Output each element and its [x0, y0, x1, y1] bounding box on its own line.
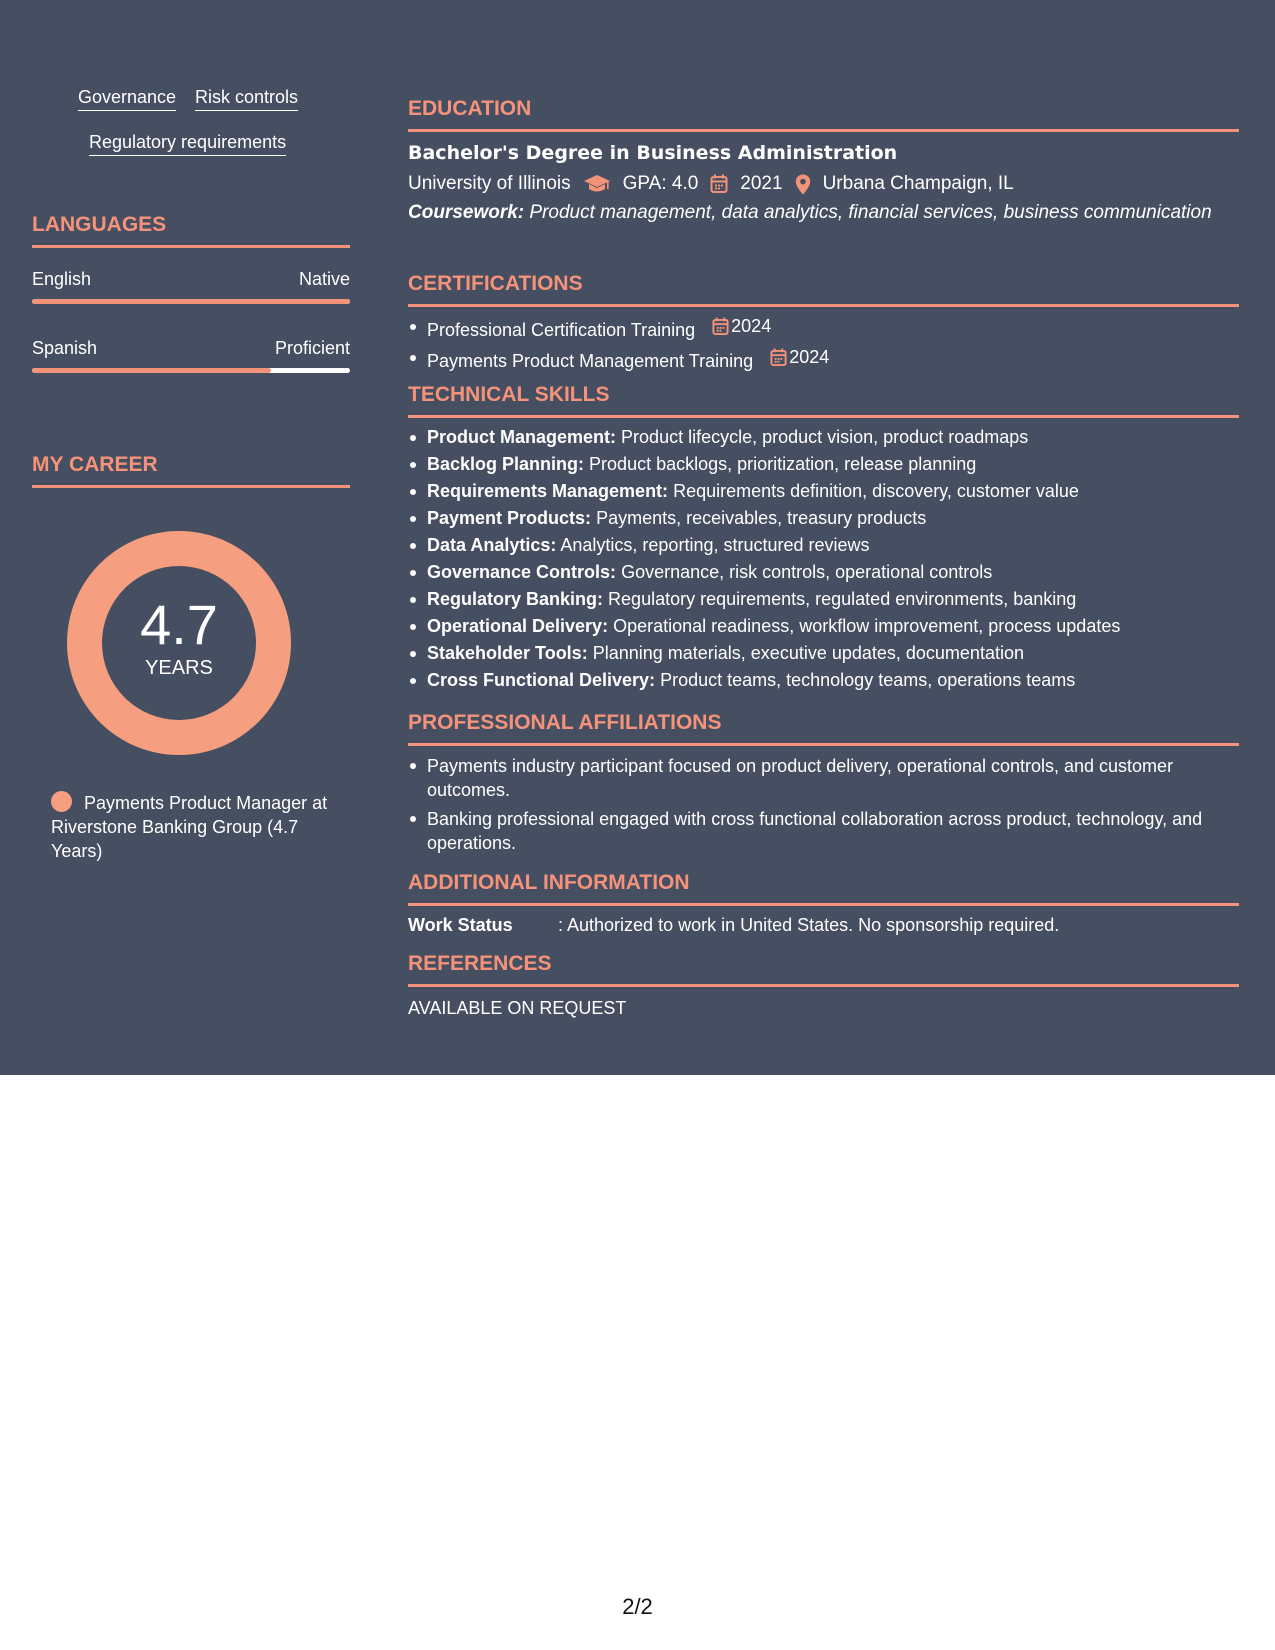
- list-item: [408, 451, 1239, 478]
- list-item: [408, 313, 1239, 344]
- list-item: [408, 478, 1239, 505]
- section-title: PROFESSIONAL AFFILIATIONS: [408, 711, 722, 734]
- skill-label: Data Analytics:: [427, 535, 557, 555]
- certification-year-wrap: [770, 344, 829, 371]
- info-row: [408, 914, 1239, 936]
- skill-text: Product lifecycle, product vision, product roadmaps: [621, 427, 1029, 447]
- section-divider: [408, 743, 1239, 746]
- skill-text: Planning materials, executive updates, documentation: [592, 643, 1024, 663]
- section-title: EDUCATION: [408, 97, 532, 120]
- affiliations-section: [408, 710, 1239, 860]
- certification-year: 2024: [789, 347, 830, 367]
- graduation-cap-icon: [583, 174, 611, 194]
- certification-name: Professional Certification Training: [427, 320, 696, 340]
- skill-label: Product Management:: [427, 427, 617, 447]
- list-item: [408, 344, 1239, 375]
- skill-tag: Governance: [78, 86, 176, 111]
- calendar-icon: [710, 174, 728, 194]
- certification-year: 2024: [731, 316, 772, 336]
- section-title: CERTIFICATIONS: [408, 272, 583, 295]
- graduation-year: 2021: [740, 173, 783, 194]
- education-section: [408, 96, 1239, 225]
- section-title: LANGUAGES: [32, 213, 167, 236]
- calendar-icon: [712, 317, 729, 336]
- language-proficiency-fill: [32, 299, 350, 304]
- language-proficiency-bar: [32, 368, 350, 373]
- language-row: [32, 268, 350, 290]
- certification-year-wrap: [712, 313, 771, 340]
- references-text: AVAILABLE ON REQUEST: [408, 998, 627, 1018]
- skill-tag: Regulatory requirements: [89, 131, 286, 156]
- career-years-unit: YEARS: [145, 657, 213, 679]
- technical-skills-section: [408, 382, 1239, 694]
- skill-text: Product teams, technology teams, operations teams: [660, 670, 1076, 690]
- work-status-label: Work Status: [408, 915, 513, 935]
- references-section: [408, 951, 1239, 1019]
- skill-text: Requirements definition, discovery, customer value: [673, 481, 1079, 501]
- languages-section: [32, 212, 350, 248]
- section-divider: [32, 245, 350, 248]
- section-title: ADDITIONAL INFORMATION: [408, 871, 690, 894]
- additional-info-section: [408, 870, 1239, 936]
- coursework-label: Coursework:: [408, 202, 525, 223]
- language-level: Native: [298, 269, 350, 289]
- list-item: [408, 559, 1239, 586]
- career-years-donut: [67, 531, 291, 755]
- donut-center: [102, 566, 256, 720]
- work-status-value: : Authorized to work in United States. No sponsorship required.: [558, 915, 1060, 935]
- skill-label: Requirements Management:: [427, 481, 669, 501]
- skill-label: Stakeholder Tools:: [427, 643, 588, 663]
- list-item: [408, 640, 1239, 667]
- certifications-section: [408, 271, 1239, 375]
- section-title: TECHNICAL SKILLS: [408, 383, 610, 406]
- list-item: [408, 532, 1239, 559]
- list-item: Banking professional engaged with cross functional collaboration across product, technology, and operations.: [408, 807, 1239, 855]
- skill-label: Regulatory Banking:: [427, 589, 604, 609]
- list-item: Payments industry participant focused on product delivery, operational controls, and customer outcomes.: [408, 754, 1239, 802]
- list-item: [408, 586, 1239, 613]
- skill-text: Regulatory requirements, regulated environments, banking: [608, 589, 1077, 609]
- page-number: 2/2: [622, 1594, 653, 1619]
- calendar-icon: [770, 348, 787, 367]
- language-level: Proficient: [274, 338, 350, 358]
- career-section: [32, 452, 350, 488]
- education-details: [408, 172, 1239, 196]
- section-divider: [408, 415, 1239, 418]
- section-divider: [408, 129, 1239, 132]
- section-title: MY CAREER: [32, 453, 158, 476]
- section-divider: [408, 903, 1239, 906]
- school-name: University of Illinois: [408, 173, 571, 194]
- section-title: REFERENCES: [408, 952, 552, 975]
- skill-text: Governance, risk controls, operational controls: [621, 562, 993, 582]
- skill-text: Payments, receivables, treasury products: [596, 508, 927, 528]
- coursework-text: Product management, data analytics, financial services, business communication: [529, 202, 1212, 223]
- certification-name: Payments Product Management Training: [427, 351, 754, 371]
- language-name: English: [32, 269, 92, 289]
- school-location: Urbana Champaign, IL: [822, 173, 1014, 194]
- list-item: [408, 613, 1239, 640]
- skill-label: Backlog Planning:: [427, 454, 585, 474]
- language-proficiency-bar: [32, 299, 350, 304]
- section-divider: [408, 984, 1239, 987]
- skill-text: Product backlogs, prioritization, release planning: [589, 454, 977, 474]
- section-divider: [32, 485, 350, 488]
- list-item: [408, 424, 1239, 451]
- skill-label: Operational Delivery:: [427, 616, 609, 636]
- degree-title: Bachelor's Degree in Business Administration: [408, 142, 898, 164]
- career-years-value: 4.7: [140, 593, 218, 656]
- legend-dot-icon: [51, 791, 72, 812]
- career-entry: [51, 791, 351, 863]
- language-row: [32, 337, 350, 359]
- list-item: [408, 667, 1239, 694]
- skill-tag: Risk controls: [195, 86, 298, 111]
- list-item: [408, 505, 1239, 532]
- language-name: Spanish: [32, 338, 98, 358]
- coursework: [408, 201, 1239, 225]
- certification-list: [408, 313, 1239, 375]
- affiliations-list: [408, 754, 1239, 855]
- skill-label: Payment Products:: [427, 508, 592, 528]
- skill-label: Cross Functional Delivery:: [427, 670, 656, 690]
- location-pin-icon: [795, 174, 811, 195]
- language-proficiency-fill: [32, 368, 271, 373]
- skill-label: Governance Controls:: [427, 562, 617, 582]
- technical-skills-list: [408, 424, 1239, 694]
- skill-text: Analytics, reporting, structured reviews: [560, 535, 870, 555]
- gpa: GPA: 4.0: [622, 173, 699, 194]
- section-divider: [408, 304, 1239, 307]
- career-entry-text: Payments Product Manager at Riverstone Banking Group (4.7 Years): [51, 793, 328, 861]
- skill-text: Operational readiness, workflow improvement, process updates: [613, 616, 1121, 636]
